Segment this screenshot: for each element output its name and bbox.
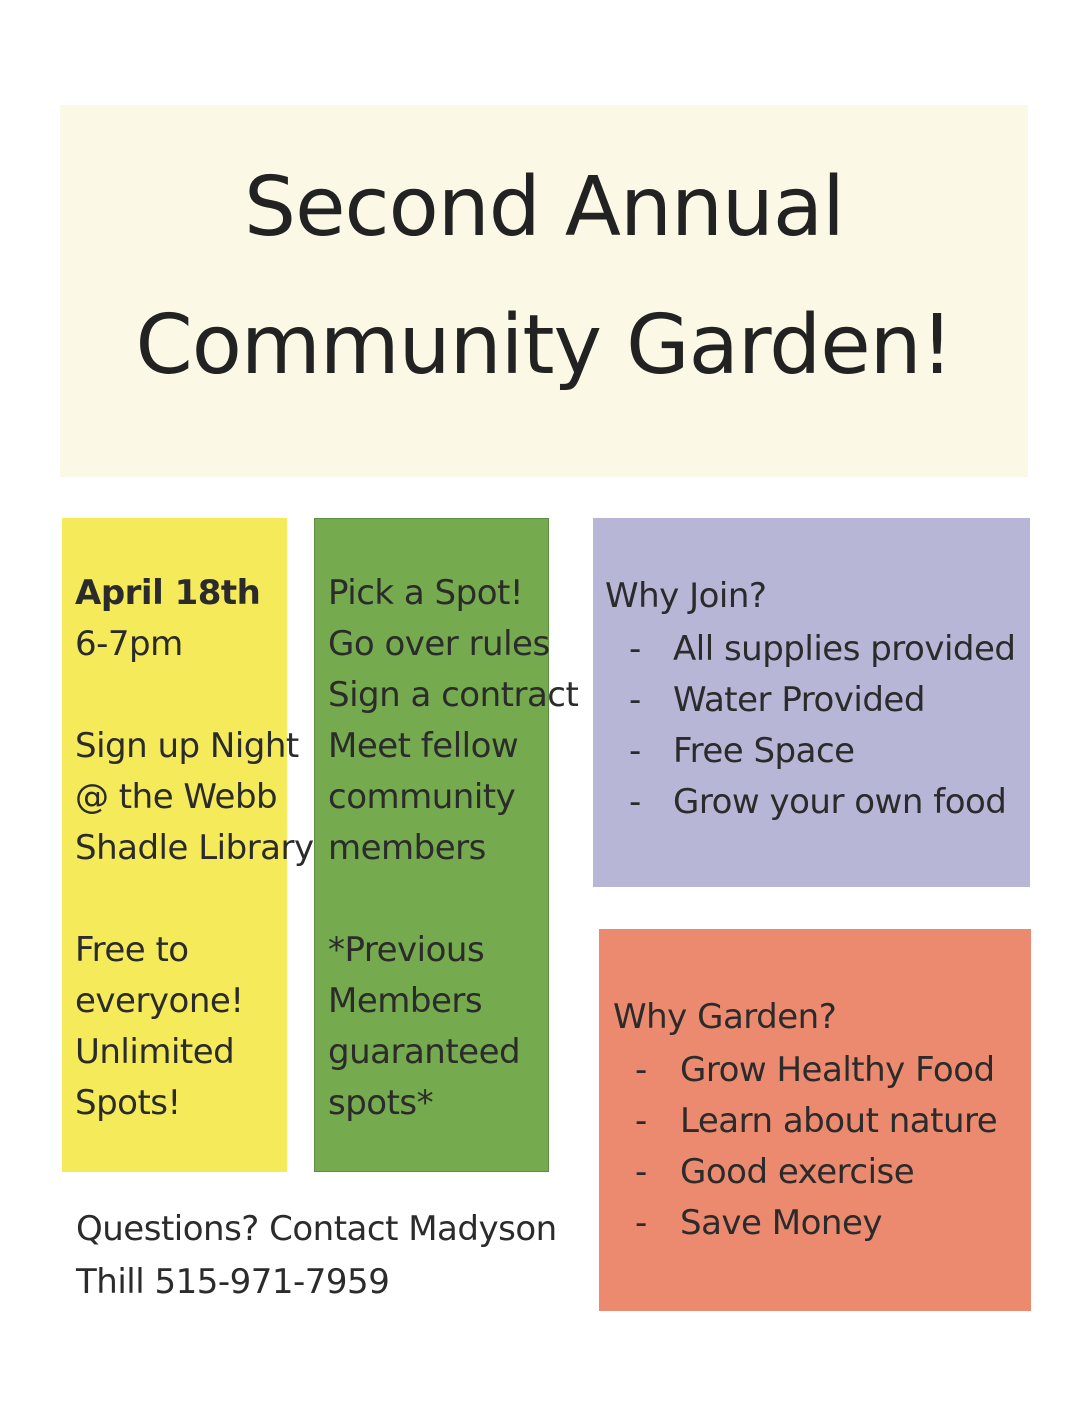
dash-bullet: -: [629, 629, 641, 669]
dash-bullet: -: [629, 731, 641, 771]
list-item-label: Grow Healthy Food: [680, 1050, 995, 1090]
free-line: everyone!: [75, 981, 244, 1021]
activity-line: members: [328, 828, 486, 868]
why-garden-heading: Why Garden?: [613, 997, 837, 1037]
list-item-label: Free Space: [673, 731, 855, 771]
list-item: [613, 1045, 1031, 1096]
list-item-label: All supplies provided: [673, 629, 1016, 669]
list-item: [613, 1096, 1031, 1147]
free-line: Spots!: [75, 1083, 181, 1123]
event-line: Shadle Library: [75, 828, 314, 868]
list-item-label: Water Provided: [673, 680, 925, 720]
activity-line: community: [328, 777, 516, 817]
dash-bullet: -: [635, 1050, 647, 1090]
dash-bullet: -: [635, 1152, 647, 1192]
activities-card: [314, 518, 579, 1172]
list-item: [613, 1147, 1031, 1198]
dash-bullet: -: [635, 1203, 647, 1243]
title-banner: [60, 105, 1028, 477]
list-item: [613, 1198, 1031, 1249]
list-item-label: Learn about nature: [680, 1101, 998, 1141]
note-line: *Previous: [328, 930, 485, 970]
activity-line: Meet fellow: [328, 726, 519, 766]
why-join-heading: Why Join?: [605, 576, 767, 616]
list-item: [605, 675, 1030, 726]
note-line: spots*: [328, 1083, 434, 1123]
spacer: [75, 874, 287, 925]
dash-bullet: -: [635, 1101, 647, 1141]
free-line: Unlimited: [75, 1032, 235, 1072]
note-line: guaranteed: [328, 1032, 521, 1072]
why-join-list: [605, 624, 1030, 828]
free-line: Free to: [75, 930, 189, 970]
why-join-card: [593, 518, 1030, 887]
dash-bullet: -: [629, 782, 641, 822]
event-time: 6-7pm: [75, 624, 183, 664]
contact-line: Questions? Contact Madyson: [76, 1209, 557, 1249]
list-item-label: Save Money: [680, 1203, 882, 1243]
contact-phone: Thill 515-971-7959: [76, 1262, 390, 1302]
title-line-1: Second Annual: [244, 160, 844, 255]
activity-line: Go over rules: [328, 624, 550, 664]
list-item: [605, 624, 1030, 675]
spacer: [328, 874, 548, 925]
list-item-label: Good exercise: [680, 1152, 915, 1192]
event-date: April 18th: [75, 573, 261, 613]
why-garden-list: [613, 1045, 1031, 1249]
signup-night-card: [62, 518, 314, 1172]
dash-bullet: -: [629, 680, 641, 720]
activity-line: Pick a Spot!: [328, 573, 523, 613]
note-line: Members: [328, 981, 483, 1021]
contact-info: [76, 1203, 556, 1309]
list-item: [605, 726, 1030, 777]
event-line: Sign up Night: [75, 726, 299, 766]
event-line: @ the Webb: [75, 777, 278, 817]
spacer: [75, 670, 287, 721]
list-item: [605, 777, 1030, 828]
activity-line: Sign a contract: [328, 675, 579, 715]
list-item-label: Grow your own food: [673, 782, 1007, 822]
why-garden-card: [599, 929, 1031, 1311]
title-line-2: Community Garden!: [135, 298, 953, 393]
